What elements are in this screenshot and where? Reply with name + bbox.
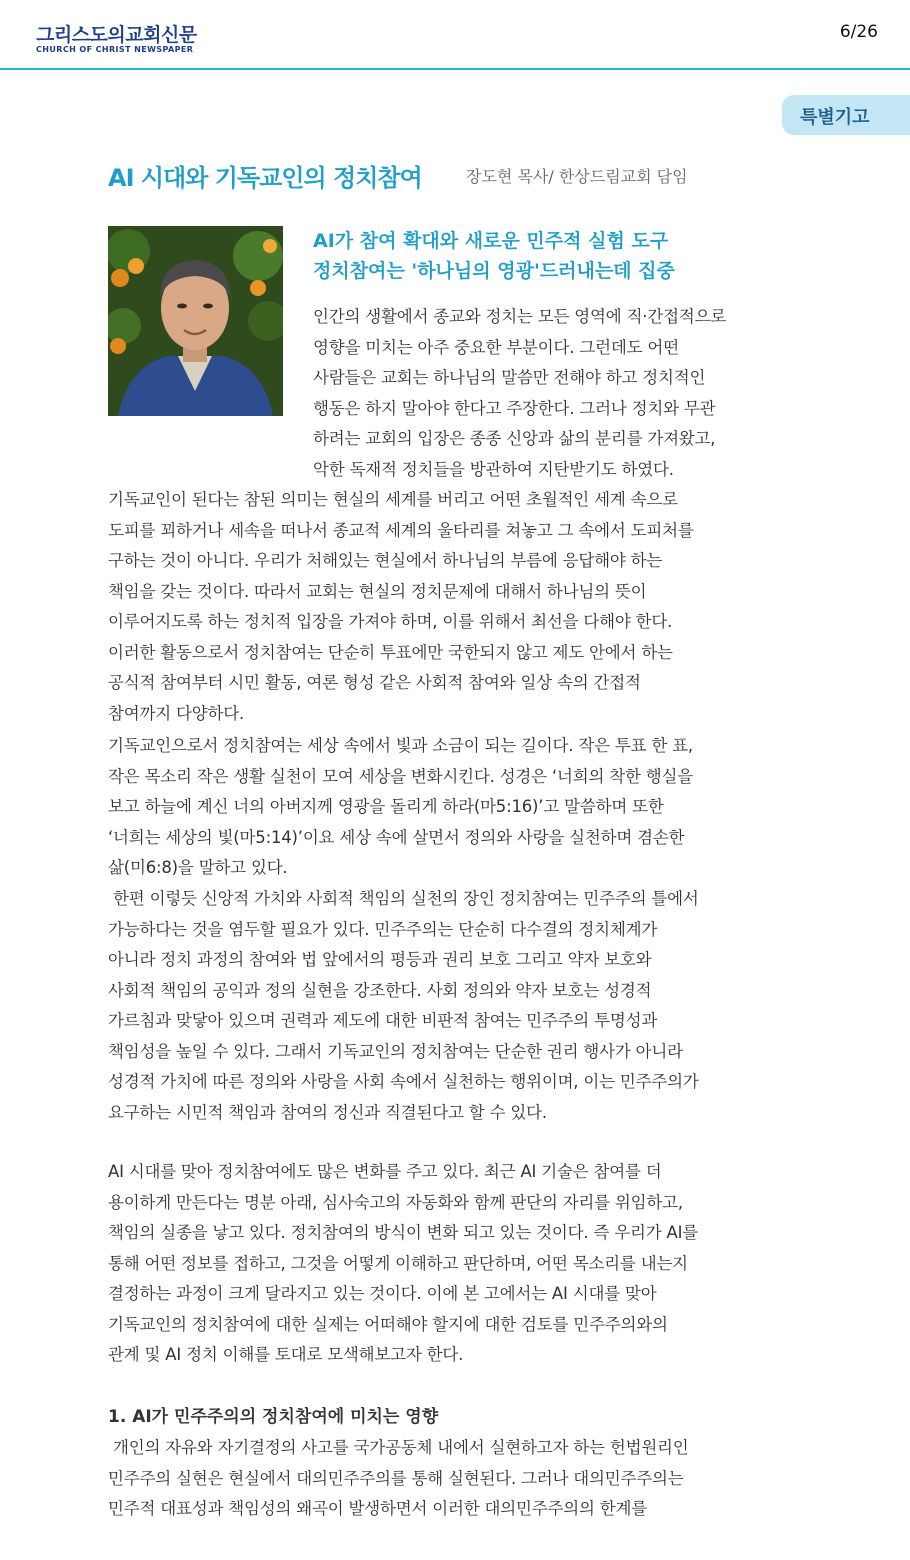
article-subheadline	[313, 226, 675, 286]
section-tag-label: 특별기고	[800, 107, 870, 128]
newspaper-logo: 그리스도의교회신문	[36, 24, 197, 46]
newspaper-logo-english: CHURCH OF CHRIST NEWSPAPER	[36, 45, 194, 54]
paragraph-intro: 인간의 생활에서 종교와 정치는 모든 영역에 직·간접적으로 영향을 미치는 아주 중요한 부분이다. 그런데도 어떤 사람들은 교회는 하나님의 말씀만 전해야 하고 정치적인 행동은 하지 말아야 한다고 주장한다. 그러나 정치와 무관 하려는 교회의 입장은 종종 신앙과 삶의 분리를 가져왔고, 악한 독재적 정치들을 방관하여 지탄받기도 하였다.	[313, 307, 727, 479]
paragraph: AI 시대를 맞아 정치참여에도 많은 변화를 주고 있다. 최근 AI 기술은 참여를 더 용이하게 만든다는 명분 아래, 심사숙고의 자동화와 함께 판단의 자리를 위임하고, 책임의 실종을 낳고 있다. 정치참여의 방식이 변화 되고 있는 것이다. 즉 우리가 AI를 통해 어떤 정보를 접하고, 그것을 어떻게 이해하고 판단하며, 어떤 목소리를 내는지 결정하는 과정이 크게 달라지고 있는 것이다. 이에 본 고에서는 AI 시대를 맞아 기독교인의 정치참여에 대한 실제는 어떠해야 할지에 대한 검토를 민주주의와의 관계 및 AI 정치 이해를 토대로 모색해보고자 한다.	[108, 1162, 699, 1364]
paragraph: 개인의 자유와 자기결정의 사고를 국가공동체 내에서 실현하고자 하는 헌법원리인 민주주의 실현은 현실에서 대의민주주의를 통해 실현된다. 그러나 대의민주주의는 민주적 대표성과 책임성의 왜곡이 발생하면서 이러한 대의민주주의의 한계를	[108, 1438, 689, 1518]
article-byline: 장도현 목사/ 한상드림교회 담임	[466, 167, 688, 186]
page-header	[0, 0, 910, 70]
paragraph: 한편 이렇듯 신앙적 가치와 사회적 책임의 실천의 장인 정치참여는 민주주의 틀에서 가능하다는 것을 염두할 필요가 있다. 민주주의는 단순히 다수결의 정치체계가 아니라 정치 과정의 참여와 법 앞에서의 평등과 권리 보호 그리고 약자 보호와 사회적 책임의 공익과 정의 실현을 강조한다. 사회 정의와 약자 보호는 성경적 가르침과 맞닿아 있으며 권력과 제도에 대한 비판적 참여는 민주주의 투명성과 책임성을 높일 수 있다. 그래서 기독교인의 정치참여는 단순한 권리 행사가 아니라 성경적 가치에 따른 정의와 사랑을 사회 속에서 실천하는 행위이며, 이는 민주주의가 요구하는 시민적 책임과 참여의 정신과 직결된다고 할 수 있다.	[108, 889, 699, 1122]
paragraph: 기독교인이 된다는 참된 의미는 현실의 세계를 버리고 어떤 초월적인 세계 속으로 도피를 꾀하거나 세속을 떠나서 종교적 세계의 울타리를 쳐놓고 그 속에서 도피처를 구하는 것이 아니다. 우리가 처해있는 현실에서 하나님의 부름에 응답해야 하는 책임을 갖는 것이다. 따라서 교회는 현실의 정치문제에 대해서 하나님의 뜻이 이루어지도록 하는 정치적 입장을 가져야 하며, 이를 위해서 최선을 다해야 한다. 이러한 활동으로서 정치참여는 단순히 투표에만 국한되지 않고 제도 안에서 하는 공식적 참여부터 시민 활동, 여론 형성 같은 사회적 참여와 일상 속의 간접적 참여까지 다양하다.	[108, 490, 694, 723]
subheadline-line: AI가 참여 확대와 새로운 민주적 실험 도구	[313, 230, 669, 252]
author-photo	[108, 226, 283, 416]
page-number: 6/26	[839, 22, 878, 42]
section-tag	[782, 95, 910, 135]
section-heading: 1. AI가 민주주의의 정치참여에 미치는 영향	[108, 1407, 439, 1427]
subheadline-line: 정치참여는 '하나님의 영광'드러내는데 집중	[313, 260, 675, 282]
paragraph: 기독교인으로서 정치참여는 세상 속에서 빛과 소금이 되는 길이다. 작은 투표 한 표, 작은 목소리 작은 생활 실천이 모여 세상을 변화시킨다. 성경은 ‘너희의 착한 행실을 보고 하늘에 계신 너의 아버지께 영광을 돌리게 하라(마5:16)’고 말씀하며 또한 ‘너희는 세상의 빛(마5:14)’이요 세상 속에 살면서 정의와 사랑을 실천하며 겸손한 삶(미6:8)을 말하고 있다.	[108, 736, 693, 877]
article-title: AI 시대와 기독교인의 정치참여	[108, 164, 422, 192]
